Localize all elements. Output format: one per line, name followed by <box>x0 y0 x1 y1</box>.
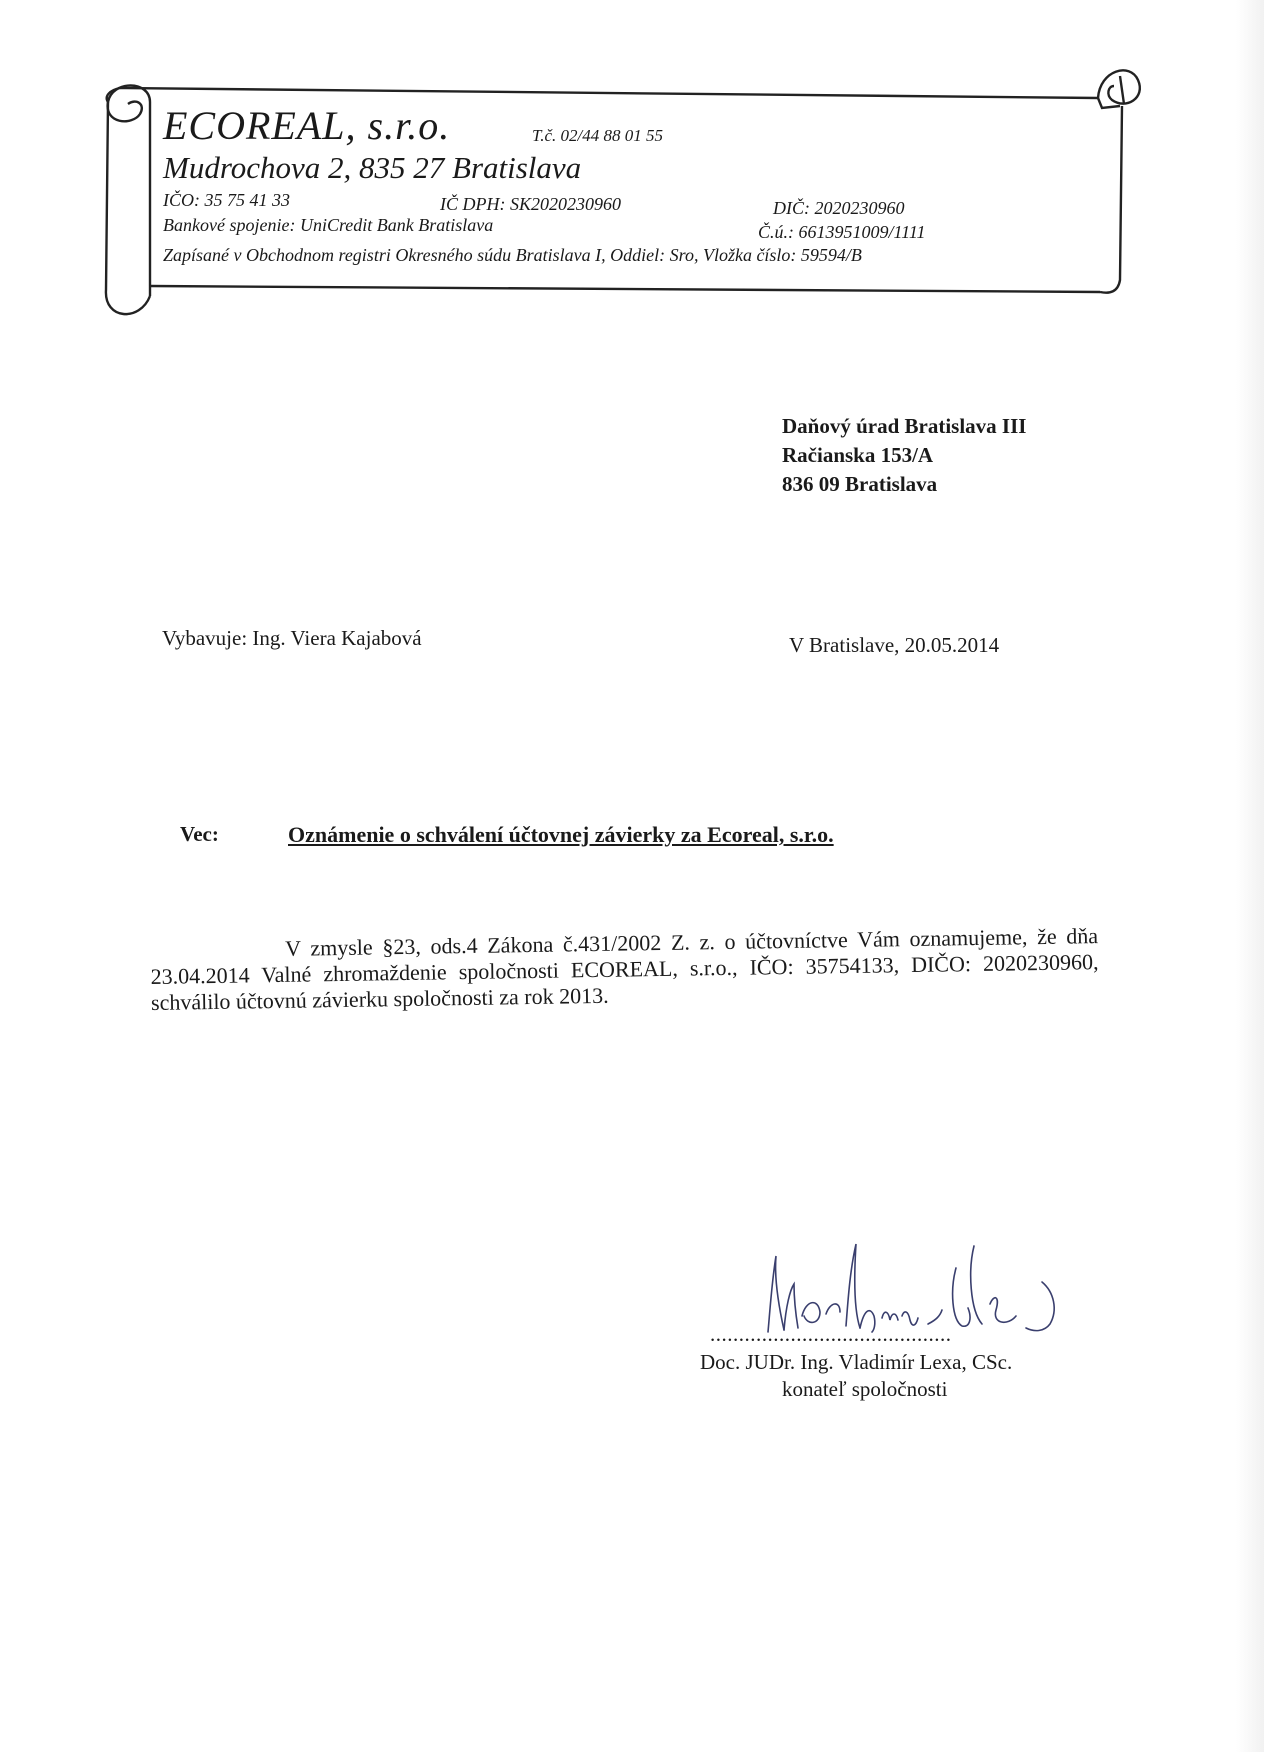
recipient-line: 836 09 Bratislava <box>782 472 938 496</box>
company-phone: T.č. 02/44 88 01 55 <box>532 126 663 145</box>
signer-name: Doc. JUDr. Ing. Vladimír Lexa, CSc. <box>700 1350 1013 1374</box>
subject-label: Vec: <box>180 822 219 846</box>
place-date: V Bratislave, 20.05.2014 <box>789 633 1000 657</box>
letter-body <box>150 923 1099 1016</box>
company-account: Č.ú.: 6613951009/1111 <box>758 222 926 242</box>
signer-role: konateľ spoločnosti <box>782 1377 948 1401</box>
body-paragraph: V zmysle §23, ods.4 Zákona č.431/2002 Z. z. o účtovníctve Vám oznamujeme, že dňa 23.04.2014 Valné zhromaždenie spoločnosti ECOREAL, s.r.o., IČO: 35754133, DIČO: 2020230960, schválilo účtovnú závierku spoločnosti za rok 2013. <box>150 923 1099 1015</box>
company-bank: Bankové spojenie: UniCredit Bank Bratislava <box>163 215 494 235</box>
handled-by: Vybavuje: Ing. Viera Kajabová <box>162 626 422 650</box>
company-ico: IČO: 35 75 41 33 <box>163 190 290 210</box>
signature-line: .......................................... <box>710 1322 952 1346</box>
recipient-line: Račianska 153/A <box>782 443 934 467</box>
company-name: ECOREAL, s.r.o. <box>163 103 451 148</box>
company-address: Mudrochova 2, 835 27 Bratislava <box>163 150 582 185</box>
recipient-address <box>782 412 1026 499</box>
recipient-line: Daňový úrad Bratislava III <box>782 414 1027 438</box>
company-registry: Zapísané v Obchodnom registri Okresného súdu Bratislava I, Oddiel: Sro, Vložka číslo: 59594/B <box>163 245 862 265</box>
subject-text: Oznámenie o schválení účtovnej závierky za Ecoreal, s.r.o. <box>288 822 834 847</box>
company-ic-dph: IČ DPH: SK2020230960 <box>440 194 621 214</box>
company-dic: DIČ: 2020230960 <box>773 198 905 218</box>
signature-block <box>690 1220 1190 1420</box>
